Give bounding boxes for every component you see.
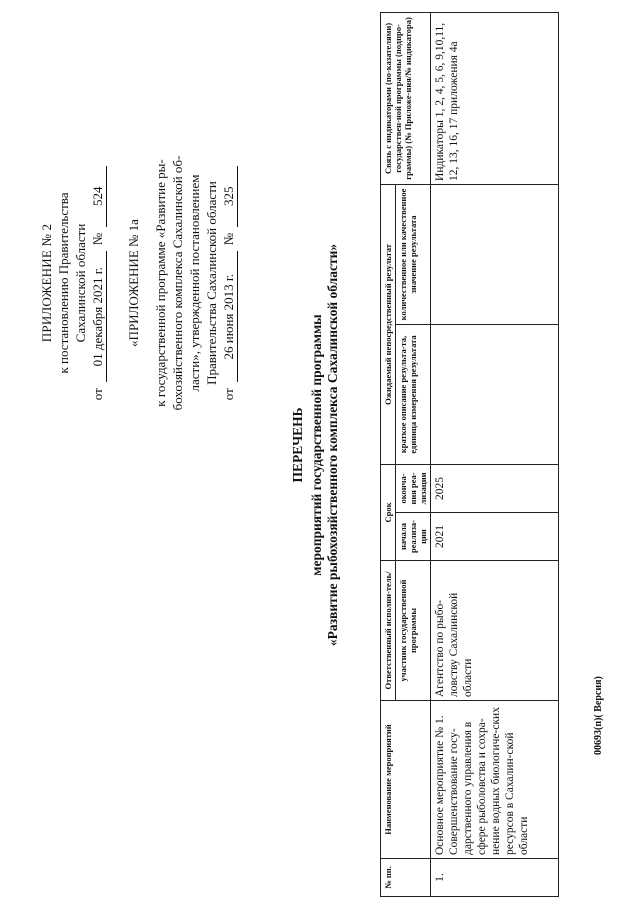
from-label: от bbox=[221, 388, 236, 401]
number-label: № bbox=[90, 232, 105, 246]
program-reference-line4: Правительства Сахалинской области bbox=[204, 181, 219, 385]
header-term-start: начала реализа-ции bbox=[396, 513, 431, 561]
decree-reference-line2: Сахалинской области bbox=[73, 223, 88, 343]
row-value bbox=[431, 184, 559, 324]
document-code: 00693(п)( Версия) bbox=[593, 676, 604, 755]
program-name: «Развитие рыбохозяйственного комплекса Сахалинской области» bbox=[325, 243, 340, 647]
header-expected-value: количественное или качественное значение результата bbox=[396, 184, 431, 324]
program-date-row bbox=[220, 166, 238, 400]
header-expected-desc: краткое описание результа-та, единица измерения результата bbox=[396, 324, 431, 464]
row-start: 2021 bbox=[431, 513, 559, 561]
decree-date-row bbox=[89, 166, 107, 400]
program-reference-line3: ласти», утвержденной постановлением bbox=[187, 174, 202, 392]
row-num: 1. bbox=[431, 859, 559, 897]
measures-table bbox=[380, 12, 559, 897]
document-title: ПЕРЕЧЕНЬ bbox=[290, 407, 305, 483]
decree-date: 01 декабря 2021 г. bbox=[89, 251, 107, 382]
number-label: № bbox=[221, 232, 236, 246]
program-number: 325 bbox=[220, 166, 238, 227]
row-responsible: Агентство по рыбо-ловству Сахалинской области bbox=[431, 561, 559, 701]
program-date: 26 июня 2013 г. bbox=[220, 251, 238, 382]
header-term: Срок bbox=[381, 464, 396, 560]
program-reference-line2: бохозяйственного комплекса Сахалинской об- bbox=[170, 155, 185, 411]
decree-reference-line1: к постановлению Правительства bbox=[56, 192, 71, 374]
row-name: Основное мероприятие № 1. Совершенствование госу-дарственного управления в сфере рыболовства и сохра-нение водных биологиче-ских ресурсов в Сахалин-ской области bbox=[431, 701, 559, 859]
program-reference-line1: к государственной программе «Развитие ры- bbox=[153, 159, 168, 407]
header-num: № пп. bbox=[381, 859, 431, 897]
table-row bbox=[431, 12, 559, 896]
row-desc bbox=[431, 324, 559, 464]
appendix-title: ПРИЛОЖЕНИЕ № 2 bbox=[39, 223, 54, 343]
header-link: Связь с индикаторами (по-казателями) государствен-ной программы (подпро-граммы) (№ Приложе-ния/№ индикатора) bbox=[381, 12, 431, 184]
decree-number: 524 bbox=[89, 166, 107, 227]
row-link: Индикаторы 1, 2, 4, 5, 6, 9,10,11, 12, 13, 16, 17 приложения 4а bbox=[431, 12, 559, 184]
table-header-row bbox=[381, 12, 396, 896]
document-title-block bbox=[290, 135, 341, 755]
document-subtitle: мероприятий государственной программы bbox=[309, 314, 324, 576]
program-appendix-title: «ПРИЛОЖЕНИЕ № 1а bbox=[126, 219, 141, 347]
header-name: Наименование мероприятий bbox=[381, 701, 431, 859]
header-term-end: оконча-ния реа-лизации bbox=[396, 464, 431, 512]
appendix-header bbox=[38, 53, 107, 513]
header-expected: Ожидаемый непосредственный результат bbox=[381, 184, 396, 464]
header-responsible-sub: участник государственной программы bbox=[396, 561, 431, 701]
from-label: от bbox=[90, 388, 105, 401]
row-end: 2025 bbox=[431, 464, 559, 512]
header-responsible: Ответственный исполни-тель/ bbox=[381, 561, 396, 701]
program-appendix-header bbox=[125, 53, 238, 513]
